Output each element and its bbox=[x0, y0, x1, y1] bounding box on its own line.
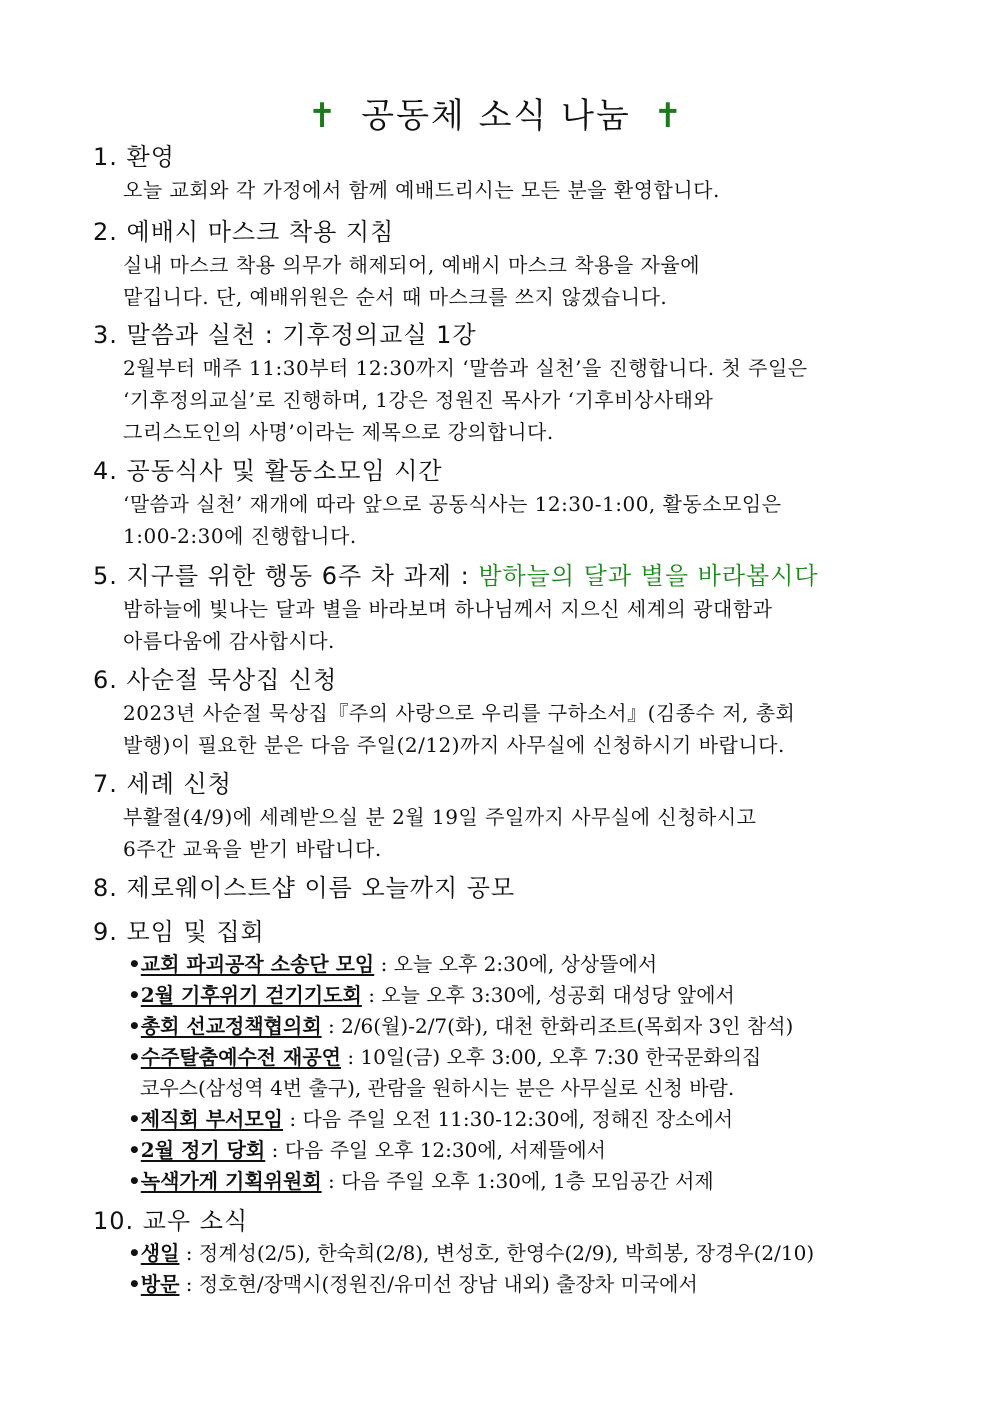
section-body bbox=[93, 352, 913, 448]
heading-text: 5. 지구를 위한 행동 6주 차 과제 : bbox=[93, 562, 479, 590]
item-text: : 정호현/장맥시(정원진/유미선 장남 내외) 출장차 미국에서 bbox=[179, 1272, 698, 1296]
section-body bbox=[93, 249, 913, 313]
page-title bbox=[0, 88, 992, 137]
section-welcome bbox=[93, 140, 913, 206]
list-item bbox=[128, 1238, 913, 1269]
body-line: 2월부터 매주 11:30부터 12:30까지 ‘말씀과 실천’을 진행합니다. 첫 주일은 bbox=[123, 356, 808, 380]
list-item bbox=[128, 1166, 913, 1197]
item-continuation: 코우스(삼성역 4번 출구), 관람을 원하시는 분은 사무실로 신청 바람. bbox=[140, 1076, 735, 1100]
body-line: 6주간 교육을 받기 바랍니다. bbox=[123, 837, 382, 861]
section-lent-devotional bbox=[93, 663, 913, 761]
body-line: 1:00-2:30에 진행합니다. bbox=[123, 524, 357, 548]
bullet: • bbox=[128, 1138, 141, 1162]
item-text: : 다음 주일 오전 11:30-12:30에, 정해진 장소에서 bbox=[283, 1107, 734, 1131]
section-heading: 7. 세례 신청 bbox=[93, 770, 232, 798]
section-heading: 10. 교우 소식 bbox=[93, 1207, 249, 1235]
bullet: • bbox=[128, 1045, 141, 1069]
list-item bbox=[128, 1011, 913, 1042]
section-word-and-practice bbox=[93, 318, 913, 448]
item-label: 녹색가게 기획위원회 bbox=[140, 1169, 322, 1193]
item-text: : 오늘 오후 3:30에, 성공회 대성당 앞에서 bbox=[361, 983, 735, 1007]
section-body bbox=[93, 488, 913, 552]
section-body bbox=[93, 593, 913, 657]
body-line: 2023년 사순절 묵상집『주의 사랑으로 우리를 구하소서』(김종수 저, 총회 bbox=[123, 701, 796, 725]
item-text: : 오늘 오후 2:30에, 상상뜰에서 bbox=[374, 952, 658, 976]
title-text: 공동체 소식 나눔 bbox=[361, 96, 631, 136]
item-text: : 다음 주일 오후 12:30에, 서제뜰에서 bbox=[265, 1138, 606, 1162]
item-label: 2월 정기 당회 bbox=[140, 1138, 266, 1162]
item-label: 제직회 부서모임 bbox=[140, 1107, 283, 1131]
section-heading: 1. 환영 bbox=[93, 143, 175, 171]
section-heading: 2. 예배시 마스크 착용 지침 bbox=[93, 218, 395, 246]
bullet: • bbox=[128, 1014, 141, 1038]
body-line: 오늘 교회와 각 가정에서 함께 예배드리시는 모든 분을 환영합니다. bbox=[123, 178, 720, 202]
item-label: 2월 기후위기 걷기기도회 bbox=[140, 983, 362, 1007]
body-line: 맡깁니다. 단, 예배위원은 순서 때 마스크를 쓰지 않겠습니다. bbox=[123, 285, 668, 309]
body-line: 발행)이 필요한 분은 다음 주일(2/12)까지 사무실에 신청하시기 바랍니다. bbox=[123, 733, 785, 757]
body-line: 그리스도인의 사명’이라는 제목으로 강의합니다. bbox=[123, 420, 554, 444]
list-item bbox=[128, 980, 913, 1011]
item-label: 수주탈춤예수전 재공연 bbox=[140, 1045, 341, 1069]
section-zero-waste bbox=[93, 871, 913, 905]
meeting-list bbox=[93, 949, 913, 1197]
section-meetings bbox=[93, 915, 913, 1197]
item-text: : 정계성(2/5), 한숙희(2/8), 변성호, 한영수(2/9), 박희봉, 장경우(2/10) bbox=[179, 1241, 815, 1265]
section-heading: 3. 말씀과 실천 : 기후정의교실 1강 bbox=[93, 321, 477, 349]
body-line: 밤하늘에 빛나는 달과 별을 바라보며 하나님께서 지으신 세계의 광대함과 bbox=[123, 597, 773, 621]
heading-highlight: 밤하늘의 달과 별을 바라봅시다 bbox=[478, 562, 819, 590]
body-line: 부활절(4/9)에 세례받으실 분 2월 19일 주일까지 사무실에 신청하시고 bbox=[123, 805, 757, 829]
list-item bbox=[128, 949, 913, 980]
section-heading bbox=[93, 559, 913, 593]
section-member-news bbox=[93, 1204, 913, 1300]
bullet: • bbox=[128, 1169, 141, 1193]
item-label: 교회 파괴공작 소송단 모임 bbox=[140, 952, 375, 976]
item-text: : 다음 주일 오후 1:30에, 1층 모임공간 서제 bbox=[321, 1169, 714, 1193]
body-line: 아름다움에 감사합시다. bbox=[123, 629, 335, 653]
section-mask-guidelines bbox=[93, 215, 913, 313]
bullet: • bbox=[128, 1107, 141, 1131]
section-heading: 4. 공동식사 및 활동소모임 시간 bbox=[93, 457, 443, 485]
list-item bbox=[128, 1135, 913, 1166]
cross-icon: ✝ bbox=[653, 96, 685, 136]
cross-icon: ✝ bbox=[307, 96, 339, 136]
body-line: ‘기후정의교실’로 진행하며, 1강은 정원진 목사가 ‘기후비상사태와 bbox=[123, 388, 714, 412]
section-body bbox=[93, 801, 913, 865]
section-heading: 9. 모임 및 집회 bbox=[93, 918, 265, 946]
bullet: • bbox=[128, 1241, 141, 1265]
item-label: 방문 bbox=[140, 1272, 180, 1296]
list-item bbox=[128, 1269, 913, 1300]
bullet: • bbox=[128, 1272, 141, 1296]
item-text: : 10일(금) 오후 3:00, 오후 7:30 한국문화의집 bbox=[340, 1045, 762, 1069]
section-heading: 6. 사순절 묵상집 신청 bbox=[93, 666, 338, 694]
item-text: : 2/6(월)-2/7(화), 대천 한화리조트(목회자 3인 참석) bbox=[321, 1014, 794, 1038]
body-line: ‘말씀과 실천’ 재개에 따라 앞으로 공동식사는 12:30-1:00, 활동소모임은 bbox=[123, 492, 782, 516]
body-line: 실내 마스크 착용 의무가 해제되어, 예배시 마스크 착용을 자율에 bbox=[123, 253, 701, 277]
section-baptism bbox=[93, 767, 913, 865]
bullet: • bbox=[128, 983, 141, 1007]
member-news-list bbox=[93, 1238, 913, 1300]
section-body bbox=[93, 697, 913, 761]
bullet: • bbox=[128, 952, 141, 976]
section-meal-time bbox=[93, 454, 913, 552]
section-heading: 8. 제로웨이스트샵 이름 오늘까지 공모 bbox=[93, 874, 516, 902]
list-item bbox=[128, 1042, 913, 1104]
item-label: 생일 bbox=[140, 1241, 180, 1265]
list-item bbox=[128, 1104, 913, 1135]
section-body bbox=[93, 174, 913, 206]
item-label: 총회 선교정책협의회 bbox=[140, 1014, 322, 1038]
section-earth-action bbox=[93, 559, 913, 657]
